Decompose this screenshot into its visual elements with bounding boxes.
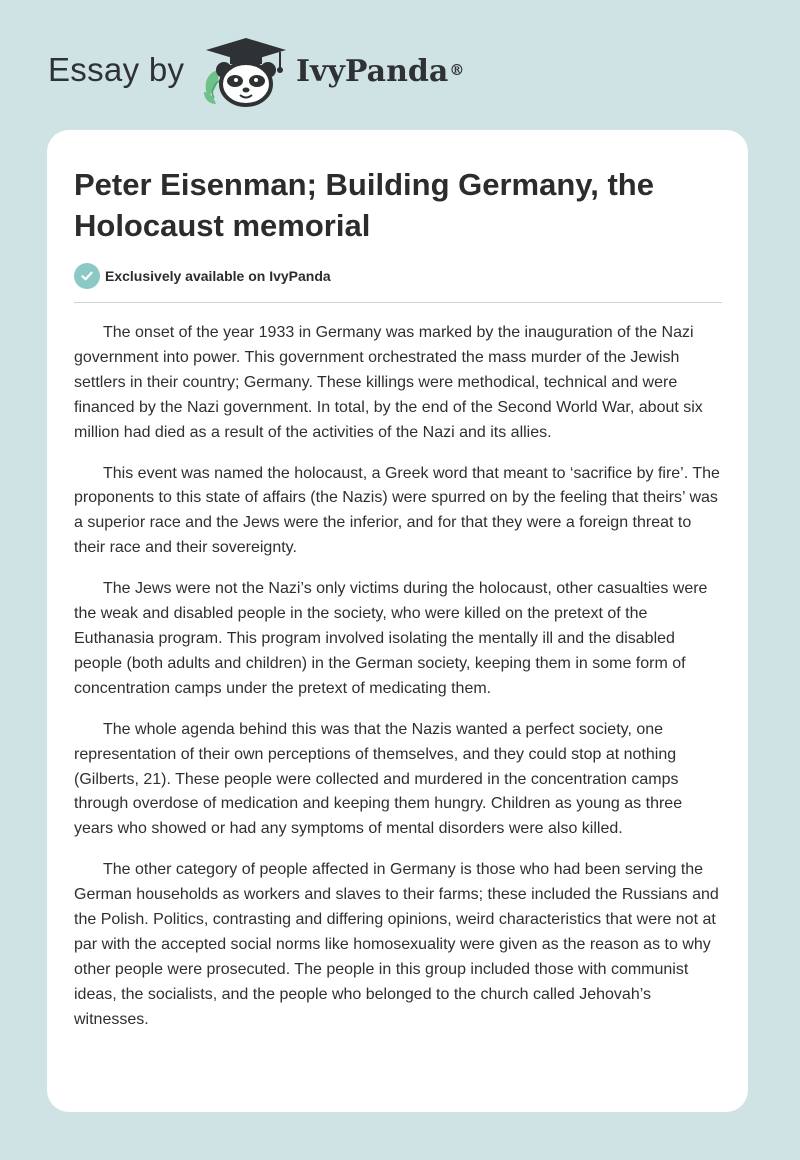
check-circle-icon	[74, 263, 100, 289]
site-header	[0, 0, 800, 130]
panda-graduate-icon	[200, 36, 292, 108]
paragraph: The whole agenda behind this was that the Nazis wanted a perfect society, one representation of their own perceptions of themselves, and they could stop at nothing (Gilberts, 21). These people were collected and murdered in the concentration camps through overdose of medication and keeping them hungry. Children as young as three years who showed or had any symptoms of mental disorders were also killed.	[74, 720, 683, 838]
divider	[74, 302, 722, 303]
essay-by-label: Essay by	[48, 51, 185, 88]
essay-body	[74, 321, 724, 1049]
exclusive-label: Exclusively available on IvyPanda	[105, 268, 331, 284]
brand-name[interactable]: IvyPanda®	[296, 54, 465, 89]
paragraph: The onset of the year 1933 in Germany was marked by the inauguration of the Nazi government into power. This government orchestrated the mass murder of the Jewish settlers in their country; Germany. These killings were methodical, technical and were financed by the Nazi government. In total, by the end of the Second World War, about six million had died as a result of the activities of the Nazi and its allies.	[74, 324, 703, 441]
exclusive-badge	[74, 263, 331, 289]
page-title: Peter Eisenman; Building Germany, the Holocaust memorial	[74, 167, 654, 243]
paragraph: The Jews were not the Nazi’s only victims during the holocaust, other casualties were the weak and disabled people in the society, who were killed on the pretext of the Euthanasia program. This program involved isolating the mentally ill and the disabled people (both adults and children) in the German society, keeping them in some form of concentration camps under the pretext of medicating them.	[74, 580, 708, 697]
paragraph: This event was named the holocaust, a Greek word that meant to ‘sacrifice by fire’. The proponents to this state of affairs (the Nazis) were spurred on by the feeling that theirs’ was a superior race and the Jews were the inferior, and for that they were a foreign threat to their race and their sovereignty.	[74, 464, 720, 557]
paragraph: The other category of people affected in Germany is those who had been serving the German households as workers and slaves to their farms; these included the Russians and the Polish. Politics, contrasting and differing opinions, weird characteristics that were not at par with the accepted social norms like homosexuality were given as the reason as to why other people were prosecuted. The people in this group included those with communist ideas, the socialists, and the people who belonged to the church called Jehovah’s witnesses.	[74, 861, 719, 1028]
registered-mark: ®	[449, 61, 465, 79]
essay-card	[47, 130, 748, 1112]
